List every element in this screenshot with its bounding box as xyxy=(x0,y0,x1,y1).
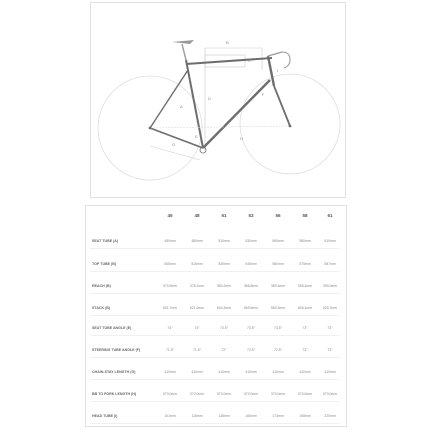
table-cell: 160mm xyxy=(245,414,257,418)
table-cell: 380.2mm xyxy=(216,284,232,288)
size-col-51: 51 xyxy=(221,213,227,218)
row-divider xyxy=(90,401,340,402)
fork xyxy=(274,86,290,126)
top-tube xyxy=(186,58,272,64)
table-cell: 545mm xyxy=(245,262,257,266)
table-cell: 505mm xyxy=(164,262,176,266)
table-cell: 73° xyxy=(327,348,333,352)
table-cell: 575mm xyxy=(299,262,311,266)
saddle xyxy=(172,40,194,44)
marker-f: F xyxy=(262,92,265,97)
row-label: CHAIN-STAY LENGTH (G) xyxy=(92,370,136,374)
marker-b: B xyxy=(226,40,229,45)
geometry-row xyxy=(0,414,430,422)
size-header-row xyxy=(0,213,430,221)
marker-i: I xyxy=(277,68,279,73)
geometry-row xyxy=(0,239,430,247)
table-cell: 410mm xyxy=(272,370,284,374)
table-cell: 530mm xyxy=(245,239,257,243)
size-col-61: 61 xyxy=(327,213,333,218)
table-cell: 569.6mm xyxy=(243,306,259,310)
table-cell: 220mm xyxy=(324,414,336,418)
size-col-45: 45 xyxy=(167,213,173,218)
row-label: TOP TUBE (B) xyxy=(92,262,117,266)
table-cell: 73° xyxy=(302,348,308,352)
row-label: REACH (B) xyxy=(92,284,111,288)
row-divider xyxy=(90,357,340,358)
table-cell: 606.1mm xyxy=(297,306,313,310)
table-cell: 370.0mm xyxy=(270,392,286,396)
chainstay-dim xyxy=(150,146,200,160)
table-cell: 610mm xyxy=(324,239,336,243)
table-cell: 410mm xyxy=(245,370,257,374)
table-cell: 370.0mm xyxy=(243,392,259,396)
table-cell: 71.5° xyxy=(166,348,174,352)
marker-c: C xyxy=(248,58,251,63)
table-cell: 74° xyxy=(194,326,200,330)
table-cell: 398.4mm xyxy=(297,284,313,288)
table-cell: 583.3mm xyxy=(270,306,286,310)
row-label: BB TO FORK LENGTH (H) xyxy=(92,392,137,396)
table-cell: 389.4mm xyxy=(270,284,286,288)
table-cell: 370.0mm xyxy=(162,392,178,396)
table-cell: 399.0mm xyxy=(322,284,338,288)
geometry-row xyxy=(0,392,430,400)
table-cell: 73.5° xyxy=(220,326,228,330)
table-cell: 370.0mm xyxy=(216,392,232,396)
geometry-row xyxy=(0,284,430,292)
table-cell: 375.9mm xyxy=(162,284,178,288)
table-cell: 410mm xyxy=(191,370,203,374)
table-cell: 71.5° xyxy=(193,348,201,352)
table-cell: 625.7mm xyxy=(322,306,338,310)
table-cell: 198mm xyxy=(299,414,311,418)
marker-e: E xyxy=(195,134,198,139)
size-col-58: 58 xyxy=(302,213,308,218)
table-cell: 410mm xyxy=(324,370,336,374)
row-label: SEAT TUBE (A) xyxy=(92,239,119,243)
table-cell: 74° xyxy=(167,326,173,330)
front-axle xyxy=(289,125,292,128)
table-cell: 101mm xyxy=(164,414,176,418)
row-divider xyxy=(90,315,340,316)
table-cell: 386.8mm xyxy=(243,284,259,288)
handlebar xyxy=(282,52,290,68)
table-cell: 560mm xyxy=(272,239,284,243)
row-label: STACK (B) xyxy=(92,306,111,310)
table-cell: 72.5° xyxy=(274,348,282,352)
table-cell: 587mm xyxy=(324,262,336,266)
row-divider xyxy=(90,271,340,272)
table-cell: 73° xyxy=(327,326,333,330)
table-cell: 510mm xyxy=(218,239,230,243)
marker-g: G xyxy=(172,142,176,147)
seat-stay xyxy=(150,70,188,128)
table-cell: 370.0mm xyxy=(322,392,338,396)
table-cell: 450mm xyxy=(164,239,176,243)
table-cell: 521.0mm xyxy=(189,306,205,310)
geometry-row xyxy=(0,348,430,356)
table-cell: 410mm xyxy=(164,370,176,374)
geometry-row xyxy=(0,262,430,270)
table-cell: 410mm xyxy=(218,370,230,374)
seat-post xyxy=(182,44,186,60)
row-divider xyxy=(90,379,340,380)
row-label: SEAT TUBE ANGLE (E) xyxy=(92,326,132,330)
geometry-row xyxy=(0,370,430,378)
marker-a: A xyxy=(180,104,183,109)
row-label: HEAD TUBE (I) xyxy=(92,414,118,418)
table-cell: 173mm xyxy=(272,414,284,418)
table-cell: 115mm xyxy=(191,414,203,418)
table-cell: 544.3mm xyxy=(216,306,232,310)
table-cell: 73.5° xyxy=(274,326,282,330)
table-cell: 480mm xyxy=(191,239,203,243)
geometry-row xyxy=(0,326,430,334)
geometry-row xyxy=(0,306,430,314)
marker-h: H xyxy=(240,136,243,141)
table-cell: 560mm xyxy=(272,262,284,266)
table-cell: 72.5° xyxy=(247,348,255,352)
table-cell: 73° xyxy=(302,326,308,330)
table-cell: 138mm xyxy=(218,414,230,418)
table-cell: 370.0mm xyxy=(189,392,205,396)
row-divider xyxy=(90,335,340,336)
table-cell: 73.5° xyxy=(247,326,255,330)
table-cell: 580mm xyxy=(299,239,311,243)
table-cell: 378.1mm xyxy=(189,284,205,288)
table-cell: 370.0mm xyxy=(297,392,313,396)
row-divider xyxy=(90,423,340,424)
row-divider xyxy=(90,248,340,249)
bike-frame-diagram xyxy=(0,0,430,200)
stem xyxy=(268,52,282,56)
size-col-48: 48 xyxy=(194,213,200,218)
table-cell: 410mm xyxy=(299,370,311,374)
size-col-53: 53 xyxy=(248,213,254,218)
bb-drop-line xyxy=(150,126,290,128)
table-cell: 515mm xyxy=(191,262,203,266)
table-cell: 72° xyxy=(221,348,227,352)
row-label: STEERING TUBE ANGLE (F) xyxy=(92,348,141,352)
table-cell: 530mm xyxy=(218,262,230,266)
rear-axle xyxy=(149,127,152,130)
down-tube xyxy=(203,80,270,148)
table-cell: 501.7mm xyxy=(162,306,178,310)
marker-d: D xyxy=(208,96,211,101)
row-divider xyxy=(90,293,340,294)
size-col-56: 56 xyxy=(275,213,281,218)
